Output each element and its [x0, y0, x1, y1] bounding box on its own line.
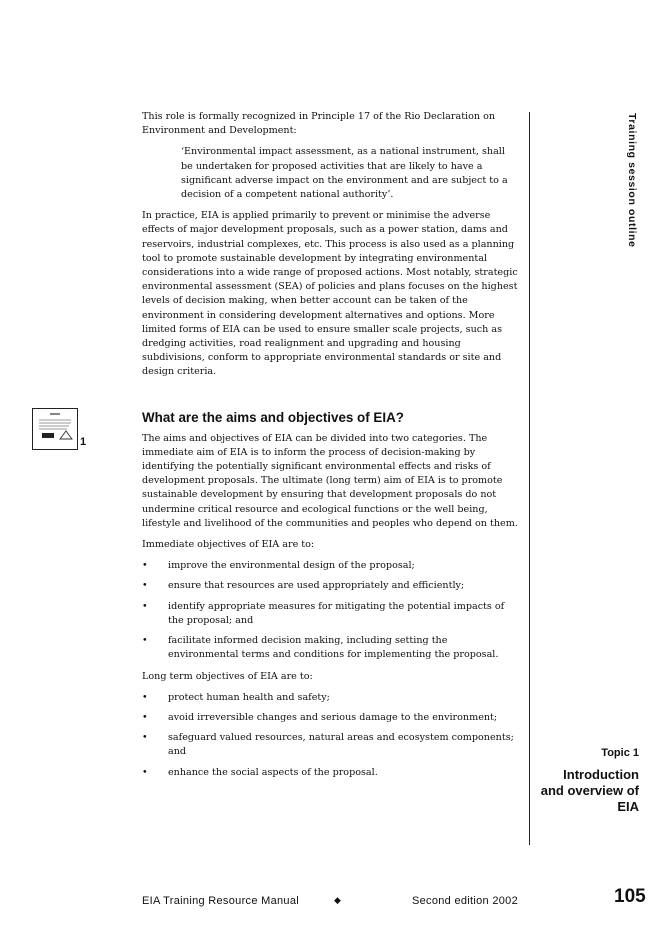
aims-paragraph: The aims and objectives of EIA can be divided into two categories. The immediate aim of EIA is to inform the process of decision-making by identifying the potentially significant environmental effects and risks of development proposals. The ultimate (long term) aim of EIA is to promote sustainable development by ensuring that development proposals do not undermine critical resource and ecological functions or the well being, lifestyle and livelihood of the communities and peoples who depend on them. [142, 432, 518, 529]
bullet-icon: • [142, 732, 148, 744]
bullet-icon: • [142, 635, 148, 647]
list-item: • enhance the social aspects of the proposal. [142, 766, 518, 780]
topic-title: Introduction and overview of EIA [540, 767, 639, 814]
section-heading: What are the aims and objectives of EIA? [142, 409, 404, 425]
list-item: • protect human health and safety; [142, 691, 518, 705]
bullet-icon: • [142, 691, 148, 703]
rio-quote: ‘Environmental impact assessment, as a national instrument, shall be undertaken for proposed activities that are likely to have a significant adverse impact on the environment and are subject to a decision of a competent national authority’. [181, 146, 508, 201]
list-item: • improve the environmental design of the proposal; [142, 559, 518, 573]
practice-paragraph: In practice, EIA is applied primarily to prevent or minimise the adverse effects of major development proposals, such as a power station, dams and reservoirs, industrial complexes, etc. This process is also used as a planning tool to promote sustainable development by integrating environmental considerations into a wide range of proposed actions. Most notably, strategic environmental assessment (SEA) of policies and plans focuses on the highest levels of decision making, when better account can be taken of the environment in considering development alternatives and options. More limited forms of EIA can be used to ensure smaller scale projects, such as dredging activities, road realignment and upgrading and housing subdivisions, conform to appropriate environmental standards or site and design criteria. [142, 210, 518, 378]
main-text-column [142, 110, 518, 787]
bullet-icon: • [142, 711, 148, 723]
list-item: • safeguard valued resources, natural areas and ecosystem components; and [142, 732, 514, 758]
edition-label: Second edition 2002 [411, 895, 518, 907]
slide-number: 1 [80, 436, 87, 448]
list-item: • identify appropriate measures for mitigating the potential impacts of the proposal; and [142, 600, 505, 626]
list-item: • avoid irreversible changes and serious damage to the environment; [142, 711, 518, 725]
diamond-icon: ◆ [334, 895, 342, 905]
bullet-icon: • [142, 580, 148, 592]
list-item: • facilitate informed decision making, including setting the environmental terms and conditions for implementing the proposal. [142, 635, 499, 661]
sidebar-divider [529, 112, 530, 845]
intro-paragraph: This role is formally recognized in Principle 17 of the Rio Declaration on Environment and Development: [142, 111, 496, 137]
topic-label: Topic 1 [601, 747, 639, 759]
manual-title: EIA Training Resource Manual [142, 895, 299, 907]
vertical-section-title: Training session outline [626, 113, 638, 248]
bullet-icon: • [142, 560, 148, 572]
bullet-icon: • [142, 766, 148, 778]
bullet-icon: • [142, 600, 148, 612]
list-item: • ensure that resources are used appropriately and efficiently; [142, 579, 518, 593]
longterm-objectives-list [142, 691, 518, 780]
longterm-objectives-label: Long term objectives of EIA are to: [142, 670, 313, 682]
page-number: 105 [614, 886, 646, 907]
immediate-objectives-list [142, 559, 518, 662]
slide-thumbnail-icon [32, 408, 78, 450]
slide-thumbnail-graphic [33, 409, 77, 449]
immediate-objectives-label: Immediate objectives of EIA are to: [142, 539, 315, 551]
